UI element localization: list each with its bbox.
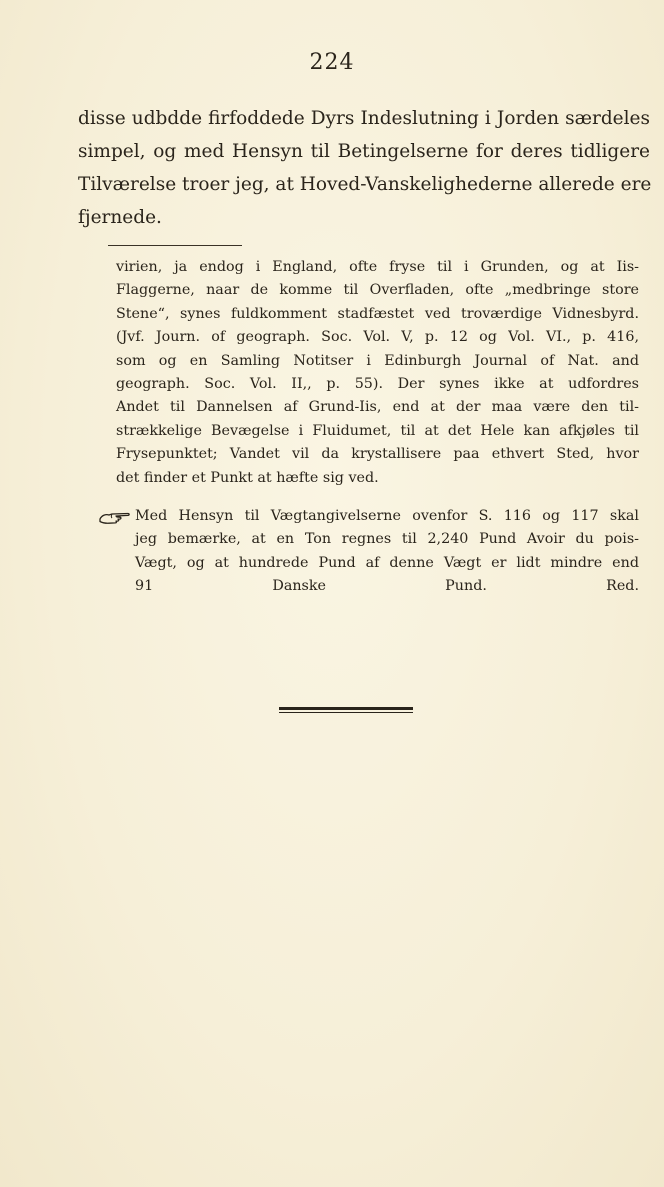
footnote-line: som og en Samling Notitser i Edinburgh Journal of Nat. and — [116, 352, 639, 369]
footnote-line: strækkelige Bevægelse i Fluidumet, til at det Hele kan afkjøles til — [116, 422, 639, 439]
closing-rule-thick — [279, 707, 413, 710]
footnote-line: (Jvf. Journ. of geograph. Soc. Vol. V, p. 12 og Vol. VI., p. 416, — [116, 329, 639, 346]
footnote-line: Flaggerne, naar de komme til Overfladen, ofte „medbringe store — [116, 282, 639, 299]
main-text-line: Tilværelse troer jeg, at Hoved-Vanskelighederne allerede ere — [78, 174, 652, 195]
pointing-hand-icon — [98, 509, 130, 525]
closing-rule-thin — [279, 712, 413, 713]
footnote-line: geograph. Soc. Vol. II,, p. 55). Der synes ikke at udfordres — [116, 375, 639, 392]
main-text-line: fjernede. — [78, 207, 162, 228]
footnote-line: det finder et Punkt at hæfte sig ved. — [116, 469, 379, 486]
main-text-line: simpel, og med Hensyn til Betingelserne for deres tidligere — [78, 141, 650, 162]
footnote-line: virien, ja endog i England, ofte fryse til i Grunden, og at Iis- — [116, 259, 639, 275]
note-line: 91 Danske Pund. Red. — [135, 578, 639, 595]
main-text-line: disse udbdde firfoddede Dyrs Indeslutning i Jorden særdeles — [78, 108, 650, 129]
main-paragraph — [78, 102, 650, 234]
note-line: Med Hensyn til Vægtangivelserne ovenfor S. 116 og 117 skal — [135, 508, 639, 524]
footnote-line: Andet til Dannelsen af Grund-Iis, end at der maa være den til- — [116, 399, 639, 416]
footnote-separator-rule — [108, 245, 242, 246]
footnote-line: Frysepunktet; Vandet vil da krystallisere paa ethvert Sted, hvor — [116, 446, 639, 463]
page-number: 224 — [309, 50, 355, 75]
note-line: jeg bemærke, at en Ton regnes til 2,240 Pund Avoir du pois- — [135, 531, 639, 548]
footnote — [116, 256, 639, 490]
note-line: Vægt, og at hundrede Pund af denne Vægt er lidt mindre end — [135, 554, 639, 571]
footnote-line: Stene“, synes fuldkomment stadfæstet ved troværdige Vidnesbyrd. — [116, 305, 639, 322]
